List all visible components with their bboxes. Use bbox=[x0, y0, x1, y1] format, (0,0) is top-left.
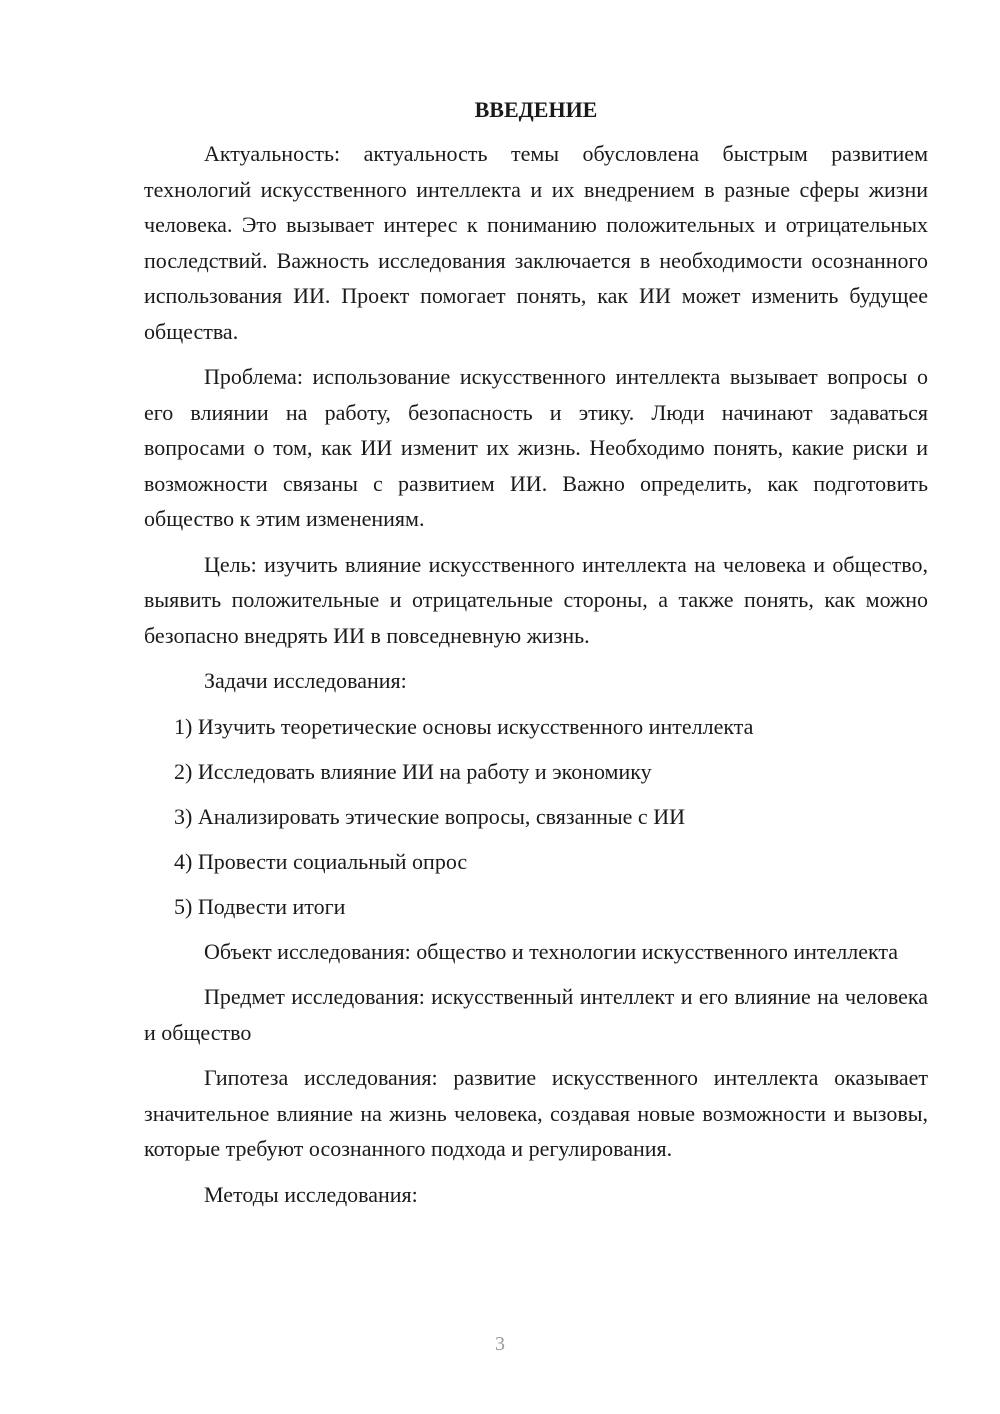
list-item: 5) Подвести итоги bbox=[174, 893, 346, 919]
paragraph-hypothesis: Гипотеза исследования: развитие искусственного интеллекта оказывает значительное влияние на жизнь человека, создавая новые возможности и вызовы, которые требуют осознанного подхода и регулирования. bbox=[144, 1065, 928, 1161]
list-item: 4) Провести социальный опрос bbox=[174, 848, 468, 874]
list-item: 1) Изучить теоретические основы искусственного интеллекта bbox=[174, 713, 754, 739]
document-page bbox=[144, 94, 928, 1222]
paragraph-tasks-heading: Задачи исследования: bbox=[204, 668, 407, 693]
page-title: ВВЕДЕНИЕ bbox=[474, 97, 598, 122]
page-number: 3 bbox=[495, 1333, 505, 1355]
paragraph-object: Объект исследования: общество и технологии искусственного интеллекта bbox=[204, 938, 899, 964]
tasks-list bbox=[144, 709, 928, 925]
list-item: 2) Исследовать влияние ИИ на работу и экономику bbox=[174, 758, 652, 784]
paragraph-subject: Предмет исследования: искусственный интеллект и его влияние на человека и общество bbox=[144, 984, 928, 1045]
paragraph-problem: Проблема: использование искусственного интеллекта вызывает вопросы о его влиянии на работу, безопасность и этику. Люди начинают задаваться вопросами о том, как ИИ изменит их жизнь. Необходимо понять, какие риски и возможности связаны с развитием ИИ. Важно определить, как подготовить общество к этим изменениям. bbox=[144, 364, 928, 531]
paragraph-relevance: Актуальность: актуальность темы обусловлена быстрым развитием технологий искусственного интеллекта и их внедрением в разные сферы жизни человека. Это вызывает интерес к пониманию положительных и отрицательных последствий. Важность исследования заключается в необходимости осознанного использования ИИ. Проект помогает понять, как ИИ может изменить будущее общества. bbox=[144, 141, 928, 344]
paragraph-goal: Цель: изучить влияние искусственного интеллекта на человека и общество, выявить положительные и отрицательные стороны, а также понять, как можно безопасно внедрять ИИ в повседневную жизнь. bbox=[144, 551, 928, 648]
paragraph-methods: Методы исследования: bbox=[204, 1181, 418, 1207]
list-item: 3) Анализировать этические вопросы, связанные с ИИ bbox=[174, 803, 685, 829]
